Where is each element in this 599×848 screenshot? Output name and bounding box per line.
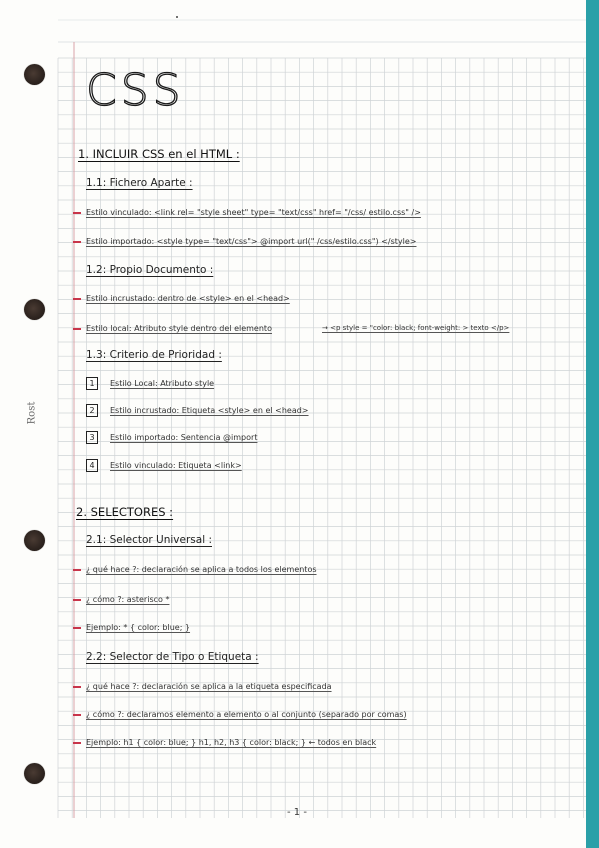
binder-hole-2: [24, 299, 45, 320]
number-box: 2: [86, 404, 98, 417]
page-number: - 1 -: [287, 807, 307, 818]
page-edge-band: [586, 0, 599, 848]
bullet-dash: [73, 328, 81, 330]
list-item: Estilo Local: Atributo style: [110, 379, 215, 388]
bullet-dash: [73, 686, 81, 688]
list-item: Estilo local: Atributo style dentro del elemento: [86, 324, 272, 333]
list-item: Estilo incrustado: dentro de <style> en el <head>: [86, 294, 290, 303]
list-item: Estilo importado: <style type= "text/css"> @import url(" /css/estilo.css") </style>: [86, 237, 417, 246]
binder-hole-3: [24, 530, 45, 551]
list-item: Estilo incrustado: Etiqueta <style> en el <head>: [110, 406, 309, 415]
list-item: Estilo vinculado: Etiqueta <link>: [110, 461, 242, 470]
bullet-dash: [73, 714, 81, 716]
bullet-dash: [73, 569, 81, 571]
binder-hole-4: [24, 763, 45, 784]
bullet-dash: [73, 298, 81, 300]
binder-hole-1: [24, 64, 45, 85]
number-box: 1: [86, 377, 98, 390]
ink-dot: [176, 16, 178, 18]
bullet-dash: [73, 599, 81, 601]
brand-logo: Rost: [26, 401, 38, 425]
list-item: Estilo importado: Sentencia @import: [110, 433, 258, 442]
bullet-dash: [73, 241, 81, 243]
bullet-dash: [73, 627, 81, 629]
list-item: ¿ qué hace ?: declaración se aplica a la etiqueta especificada: [86, 682, 332, 691]
list-item: ¿ qué hace ?: declaración se aplica a todos los elementos: [86, 565, 317, 574]
list-item: Ejemplo: h1 { color: blue; } h1, h2, h3 { color: black; } ← todos en black: [86, 738, 377, 747]
section-2-1-heading: 2.1: Selector Universal :: [86, 534, 212, 546]
section-1-1-heading: 1.1: Fichero Aparte :: [86, 177, 193, 189]
section-1-heading: 1. INCLUIR CSS en el HTML :: [78, 147, 240, 161]
section-1-2-heading: 1.2: Propio Documento :: [86, 264, 214, 276]
list-item: ¿ cómo ?: asterisco *: [86, 595, 170, 604]
list-item: Estilo vinculado: <link rel= "style sheet" type= "text/css" href= "/css/ estilo.css" />: [86, 208, 421, 217]
bullet-dash: [73, 742, 81, 744]
section-2-2-heading: 2.2: Selector de Tipo o Etiqueta :: [86, 651, 259, 663]
number-box: 4: [86, 459, 98, 472]
number-box: 3: [86, 431, 98, 444]
bullet-dash: [73, 212, 81, 214]
page-title: CSS: [86, 65, 185, 116]
section-2-heading: 2. SELECTORES :: [76, 505, 174, 519]
list-item: Ejemplo: * { color: blue; }: [86, 623, 191, 632]
list-item: ¿ cómo ?: declaramos elemento a elemento o al conjunto (separado por comas): [86, 710, 407, 719]
section-1-3-heading: 1.3: Criterio de Prioridad :: [86, 349, 222, 361]
inline-style-example: → <p style = "color: black; font-weight: > texto </p>: [322, 324, 510, 332]
